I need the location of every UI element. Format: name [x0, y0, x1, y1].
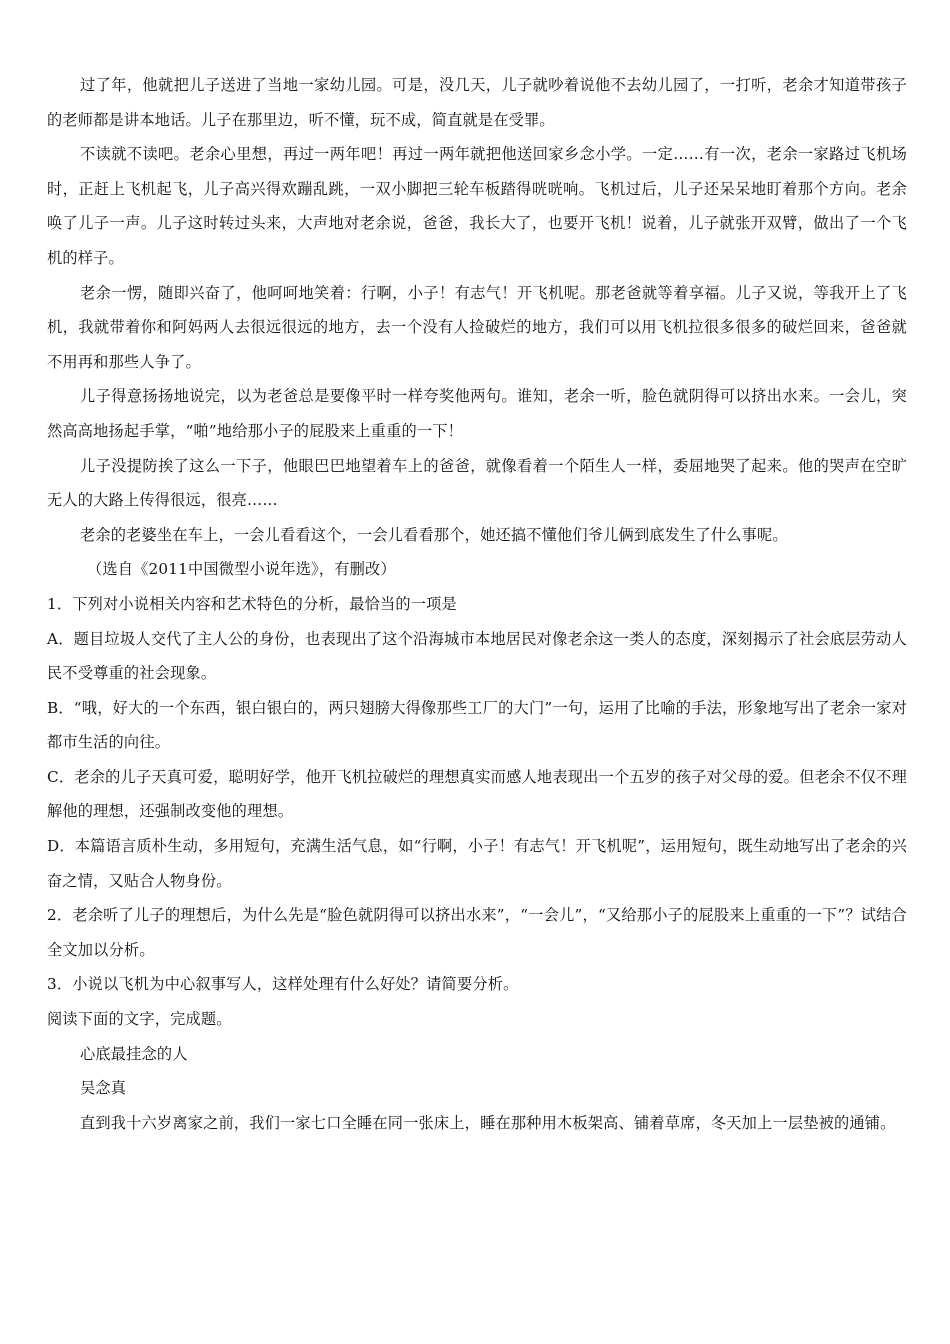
question-2: 2．老余听了儿子的理想后，为什么先是“脸色就阴得可以挤出水来”，“一会儿”，“又给那小子的屁股来上重重的一下”？试结合全文加以分析。 [47, 906, 907, 959]
story-paragraph-2: 不读就不读吧。老余心里想，再过一两年吧！再过一两年就把他送回家乡念小学。一定……有一次，老余一家路过飞机场时，正赶上飞机起飞，儿子高兴得欢蹦乱跳，一双小脚把三轮车板踏得咣咣响。飞机过后，儿子还呆呆地盯着那个方向。老余唤了儿子一声。儿子这时转过头来，大声地对老余说，爸爸，我长大了，也要开飞机！说着，儿子就张开双臂，做出了一个飞机的样子。 [47, 145, 907, 267]
story-source: （选自《2011中国微型小说年选》，有删改） [87, 560, 396, 579]
question-1-option-b: B．“哦，好大的一个东西，银白银白的，两只翅膀大得像那些工厂的大门”一句，运用了比喻的手法，形象地写出了老余一家对都市生活的向往。 [47, 698, 907, 752]
article-author: 吴念真 [80, 1079, 127, 1098]
article-paragraph-1: 直到我十六岁离家之前，我们一家七口全睡在同一张床上，睡在那种用木板架高、铺着草席，冬天加上一层垫被的通铺。 [80, 1113, 896, 1132]
article-title: 心底最挂念的人 [80, 1044, 188, 1063]
story-paragraph-6: 老余的老婆坐在车上，一会儿看看这个，一会儿看看那个，她还搞不懂他们爷儿俩到底发生了什么事呢。 [80, 525, 788, 544]
question-1-option-a: A．题目垃圾人交代了主人公的身份，也表现出了这个沿海城市本地居民对像老余这一类人的态度，深刻揭示了社会底层劳动人民不受尊重的社会现象。 [47, 629, 907, 683]
story-paragraph-1: 过了年，他就把儿子送进了当地一家幼儿园。可是，没几天，儿子就吵着说他不去幼儿园了，一打听，老余才知道带孩子的老师都是讲本地话。儿子在那里边，听不懂，玩不成，简直就是在受罪。 [47, 76, 907, 129]
document-page [47, 68, 907, 1140]
question-3: 3．小说以飞机为中心叙事写人，这样处理有什么好处？请简要分析。 [47, 975, 519, 994]
question-1: 1．下列对小说相关内容和艺术特色的分析，最恰当的一项是 [47, 594, 457, 613]
question-1-option-d: D．本篇语言质朴生动，多用短句，充满生活气息，如“行啊，小子！有志气！开飞机呢”，运用短句，既生动地写出了老余的兴奋之情，又贴合人物身份。 [47, 837, 907, 890]
story-paragraph-4: 儿子得意扬扬地说完，以为老爸总是要像平时一样夸奖他两句。谁知，老余一听，脸色就阴得可以挤出水来。一会儿，突然高高地扬起手掌，“啪”地给那小子的屁股来上重重的一下！ [47, 387, 907, 440]
reading-instruction: 阅读下面的文字，完成题。 [47, 1010, 232, 1029]
story-paragraph-5: 儿子没提防挨了这么一下子，他眼巴巴地望着车上的爸爸，就像看着一个陌生人一样，委屈地哭了起来。他的哭声在空旷无人的大路上传得很远，很亮…… [47, 456, 907, 510]
question-1-option-c: C．老余的儿子天真可爱，聪明好学，他开飞机拉破烂的理想真实而感人地表现出一个五岁的孩子对父母的爱。但老余不仅不理解他的理想，还强制改变他的理想。 [47, 767, 907, 821]
story-paragraph-3: 老余一愣，随即兴奋了，他呵呵地笑着：行啊，小子！有志气！开飞机呢。那老爸就等着享福。儿子又说，等我开上了飞机，我就带着你和阿妈两人去很远很远的地方，去一个没有人捡破烂的地方，我们可以用飞机拉很多很多的破烂回来，爸爸就不用再和那些人争了。 [47, 283, 907, 371]
